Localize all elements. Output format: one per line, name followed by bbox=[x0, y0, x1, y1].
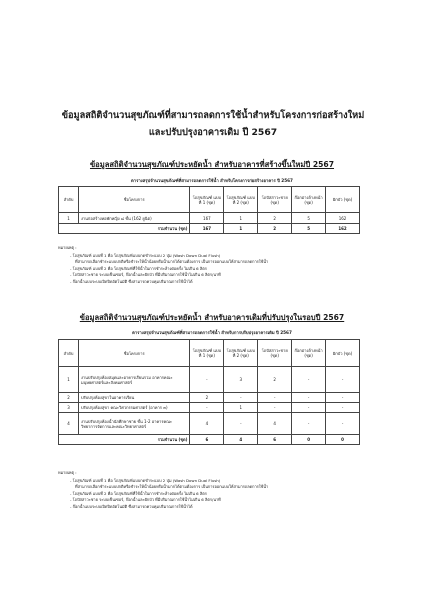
header-shower: ฝักบัว (ชุด) bbox=[326, 340, 360, 367]
table-row bbox=[59, 393, 360, 403]
note-line: - โถปัสสาวะชาย ระบบเซ็นเซอร์, ก๊อกน้ำและฝักบัว ที่มีปริมาณการใช้น้ำไม่เกิน 6 ลิตร/นาที bbox=[70, 272, 221, 278]
row-toilet-2: - bbox=[224, 413, 258, 435]
row-no: 4 bbox=[59, 413, 79, 435]
table-header-row bbox=[59, 187, 360, 213]
section-2-notes bbox=[58, 470, 378, 511]
row-toilet-2: 1 bbox=[224, 213, 258, 224]
total-toilet-2: 1 bbox=[224, 224, 258, 234]
section-1-notes bbox=[58, 245, 378, 286]
table-row bbox=[59, 367, 360, 393]
row-toilet-2: 1 bbox=[224, 403, 258, 413]
row-faucet: 5 bbox=[292, 213, 326, 224]
total-label: รวมจำนวน (ชุด) bbox=[59, 224, 190, 234]
header-project: ชื่อโครงการ bbox=[78, 187, 189, 213]
header-toilet-1: โถสุขภัณฑ์ แบบที่ 1 (ชุด) bbox=[190, 340, 224, 367]
total-faucet: 5 bbox=[292, 224, 326, 234]
row-faucet: - bbox=[292, 367, 326, 393]
total-urinal: 6 bbox=[258, 435, 292, 445]
row-project-name: ปรับปรุงห้องสุขา คณะวิศวกรรมศาสตร์ (อาคาร ๓) bbox=[78, 403, 189, 413]
table-total-row bbox=[59, 435, 360, 445]
note-line: - โถสุขภัณฑ์ แบบที่ 2 คือ โถสุขภัณฑ์ที่ใช้น้ำในการชำระล้างต่อครั้ง ไม่เกิน 6 ลิตร bbox=[70, 265, 207, 271]
total-label: รวมจำนวน (ชุด) bbox=[59, 435, 190, 445]
total-shower: 0 bbox=[326, 435, 360, 445]
note-line: - โถปัสสาวะชาย ระบบเซ็นเซอร์, ก๊อกน้ำและฝักบัว ที่มีปริมาณการใช้น้ำไม่เกิน 6 ลิตร/นาที bbox=[70, 497, 221, 503]
row-faucet: - bbox=[292, 393, 326, 403]
page-title-line-2: และปรับปรุงอาคารเดิม ปี 2567 bbox=[148, 127, 278, 138]
notes-heading: หมายเหตุ : bbox=[58, 470, 77, 475]
header-no: ลำดับ bbox=[59, 340, 79, 367]
row-shower: - bbox=[326, 367, 360, 393]
header-toilet-1: โถสุขภัณฑ์ แบบที่ 1 (ชุด) bbox=[190, 187, 224, 213]
header-no: ลำดับ bbox=[59, 187, 79, 213]
note-line: - โถสุขภัณฑ์ แบบที่ 1 คือ โถสุขภัณฑ์แบบกดชำระแบบ 2 ปุ่ม (Wash Down Dual Flush) bbox=[70, 252, 221, 258]
page-title bbox=[40, 107, 386, 141]
header-urinal: โถปัสสาวะชาย (ชุด) bbox=[258, 340, 292, 367]
note-line: ที่สามารถเลือกชำระแบบปกติหรือชำระให้น้ำน้อยหรือน้ำมากได้ตามต้องการ เป็นการออกแบบให้สามารถลดการใช้น้ำ bbox=[75, 259, 269, 265]
row-shower: - bbox=[326, 413, 360, 435]
total-toilet-1: 167 bbox=[190, 224, 224, 234]
total-shower: 162 bbox=[326, 224, 360, 234]
row-project-name: ปรับปรุงห้องสุขาในอาคารเรียน bbox=[78, 393, 189, 403]
row-shower: 162 bbox=[326, 213, 360, 224]
row-urinal: - bbox=[258, 393, 292, 403]
row-project-name: งานก่อสร้างหอพักหญิง ๘ ชั้น (162 ยูนิต) bbox=[78, 213, 189, 224]
row-no: 3 bbox=[59, 403, 79, 413]
total-toilet-2: 4 bbox=[224, 435, 258, 445]
note-line: ที่สามารถเลือกชำระแบบปกติหรือชำระให้น้ำน้อยหรือน้ำมากได้ตามต้องการ เป็นการออกแบบให้สามารถลดการใช้น้ำ bbox=[75, 484, 269, 490]
row-urinal: 2 bbox=[258, 367, 292, 393]
notes-heading: หมายเหตุ : bbox=[58, 245, 77, 250]
section-2-caption: ตารางสรุปจำนวนสุขภัณฑ์ที่สามารถลดการใช้น้ำ สำหรับการปรับปรุงอาคารเดิม ปี 2567 bbox=[132, 330, 292, 335]
total-toilet-1: 6 bbox=[190, 435, 224, 445]
row-toilet-2: 3 bbox=[224, 367, 258, 393]
total-faucet: 0 bbox=[292, 435, 326, 445]
row-faucet: - bbox=[292, 403, 326, 413]
table-header-row bbox=[59, 340, 360, 367]
section-1-table bbox=[58, 186, 360, 234]
row-shower: - bbox=[326, 393, 360, 403]
row-project-name: งานปรับปรุงห้องน้ำนักศึกษาชาย ชั้น 1-2 อาคารคณะวิทยาการจัดการและคณะวิทยาศาสตร์ bbox=[78, 413, 189, 435]
section-1-heading: ข้อมูลสถิติจำนวนสุขภัณฑ์ประหยัดน้ำ สำหรับอาคารที่สร้างขึ้นใหม่ปี 2567 bbox=[89, 160, 335, 169]
row-urinal: 2 bbox=[258, 213, 292, 224]
header-toilet-2: โถสุขภัณฑ์ แบบที่ 2 (ชุด) bbox=[224, 340, 258, 367]
table-row bbox=[59, 213, 360, 224]
note-line: - โถสุขภัณฑ์ แบบที่ 1 คือ โถสุขภัณฑ์แบบกดชำระแบบ 2 ปุ่ม (Wash Down Dual Flush) bbox=[70, 477, 221, 483]
row-toilet-1: 167 bbox=[190, 213, 224, 224]
table-row bbox=[59, 403, 360, 413]
page-title-line-1: ข้อมูลสถิติจำนวนสุขภัณฑ์ที่สามารถลดการใช้น้ำสำหรับโครงการก่อสร้างใหม่ bbox=[61, 110, 365, 121]
row-no: 2 bbox=[59, 393, 79, 403]
header-toilet-2: โถสุขภัณฑ์ แบบที่ 2 (ชุด) bbox=[224, 187, 258, 213]
row-no: 1 bbox=[59, 213, 79, 224]
row-toilet-1: - bbox=[190, 367, 224, 393]
row-toilet-1: 4 bbox=[190, 413, 224, 435]
header-urinal: โถปัสสาวะชาย (ชุด) bbox=[258, 187, 292, 213]
note-line: - โถสุขภัณฑ์ แบบที่ 2 คือ โถสุขภัณฑ์ที่ใช้น้ำในการชำระล้างต่อครั้ง ไม่เกิน 6 ลิตร bbox=[70, 490, 207, 496]
row-urinal: - bbox=[258, 403, 292, 413]
note-line: - ก๊อกน้ำแบบระบบเปิดปิดอัตโนมัติ ซึ่งสามารถควบคุมปริมาณการใช้น้ำได้ bbox=[70, 278, 193, 284]
section-2-table bbox=[58, 339, 360, 445]
header-shower: ฝักบัว (ชุด) bbox=[326, 187, 360, 213]
table-row bbox=[59, 413, 360, 435]
row-shower: - bbox=[326, 403, 360, 413]
row-toilet-2: - bbox=[224, 393, 258, 403]
header-project: ชื่อโครงการ bbox=[78, 340, 189, 367]
row-urinal: 4 bbox=[258, 413, 292, 435]
note-line: - ก๊อกน้ำแบบระบบเปิดปิดอัตโนมัติ ซึ่งสามารถควบคุมปริมาณการใช้น้ำได้ bbox=[70, 503, 193, 509]
table-total-row bbox=[59, 224, 360, 234]
row-toilet-1: 2 bbox=[190, 393, 224, 403]
row-faucet: - bbox=[292, 413, 326, 435]
header-faucet: ก๊อกอ่างล้างหน้า (ชุด) bbox=[292, 340, 326, 367]
row-toilet-1: - bbox=[190, 403, 224, 413]
header-faucet: ก๊อกอ่างล้างหน้า (ชุด) bbox=[292, 187, 326, 213]
row-no: 1 bbox=[59, 367, 79, 393]
total-urinal: 2 bbox=[258, 224, 292, 234]
row-project-name: งานปรับปรุงห้องสมุดและอาคารเรียนรวม อาคารคณะมนุษยศาสตร์และสังคมศาสตร์ bbox=[78, 367, 189, 393]
section-1-caption: ตารางสรุปจำนวนสุขภัณฑ์ที่สามารถลดการใช้น้ำ สำหรับโครงการก่อสร้างอาคาร ปี 2567 bbox=[131, 178, 293, 183]
section-2-heading: ข้อมูลสถิติจำนวนสุขภัณฑ์ประหยัดน้ำ สำหรับอาคารเดิมที่ปรับปรุงในรอบปี 2567 bbox=[79, 313, 345, 322]
